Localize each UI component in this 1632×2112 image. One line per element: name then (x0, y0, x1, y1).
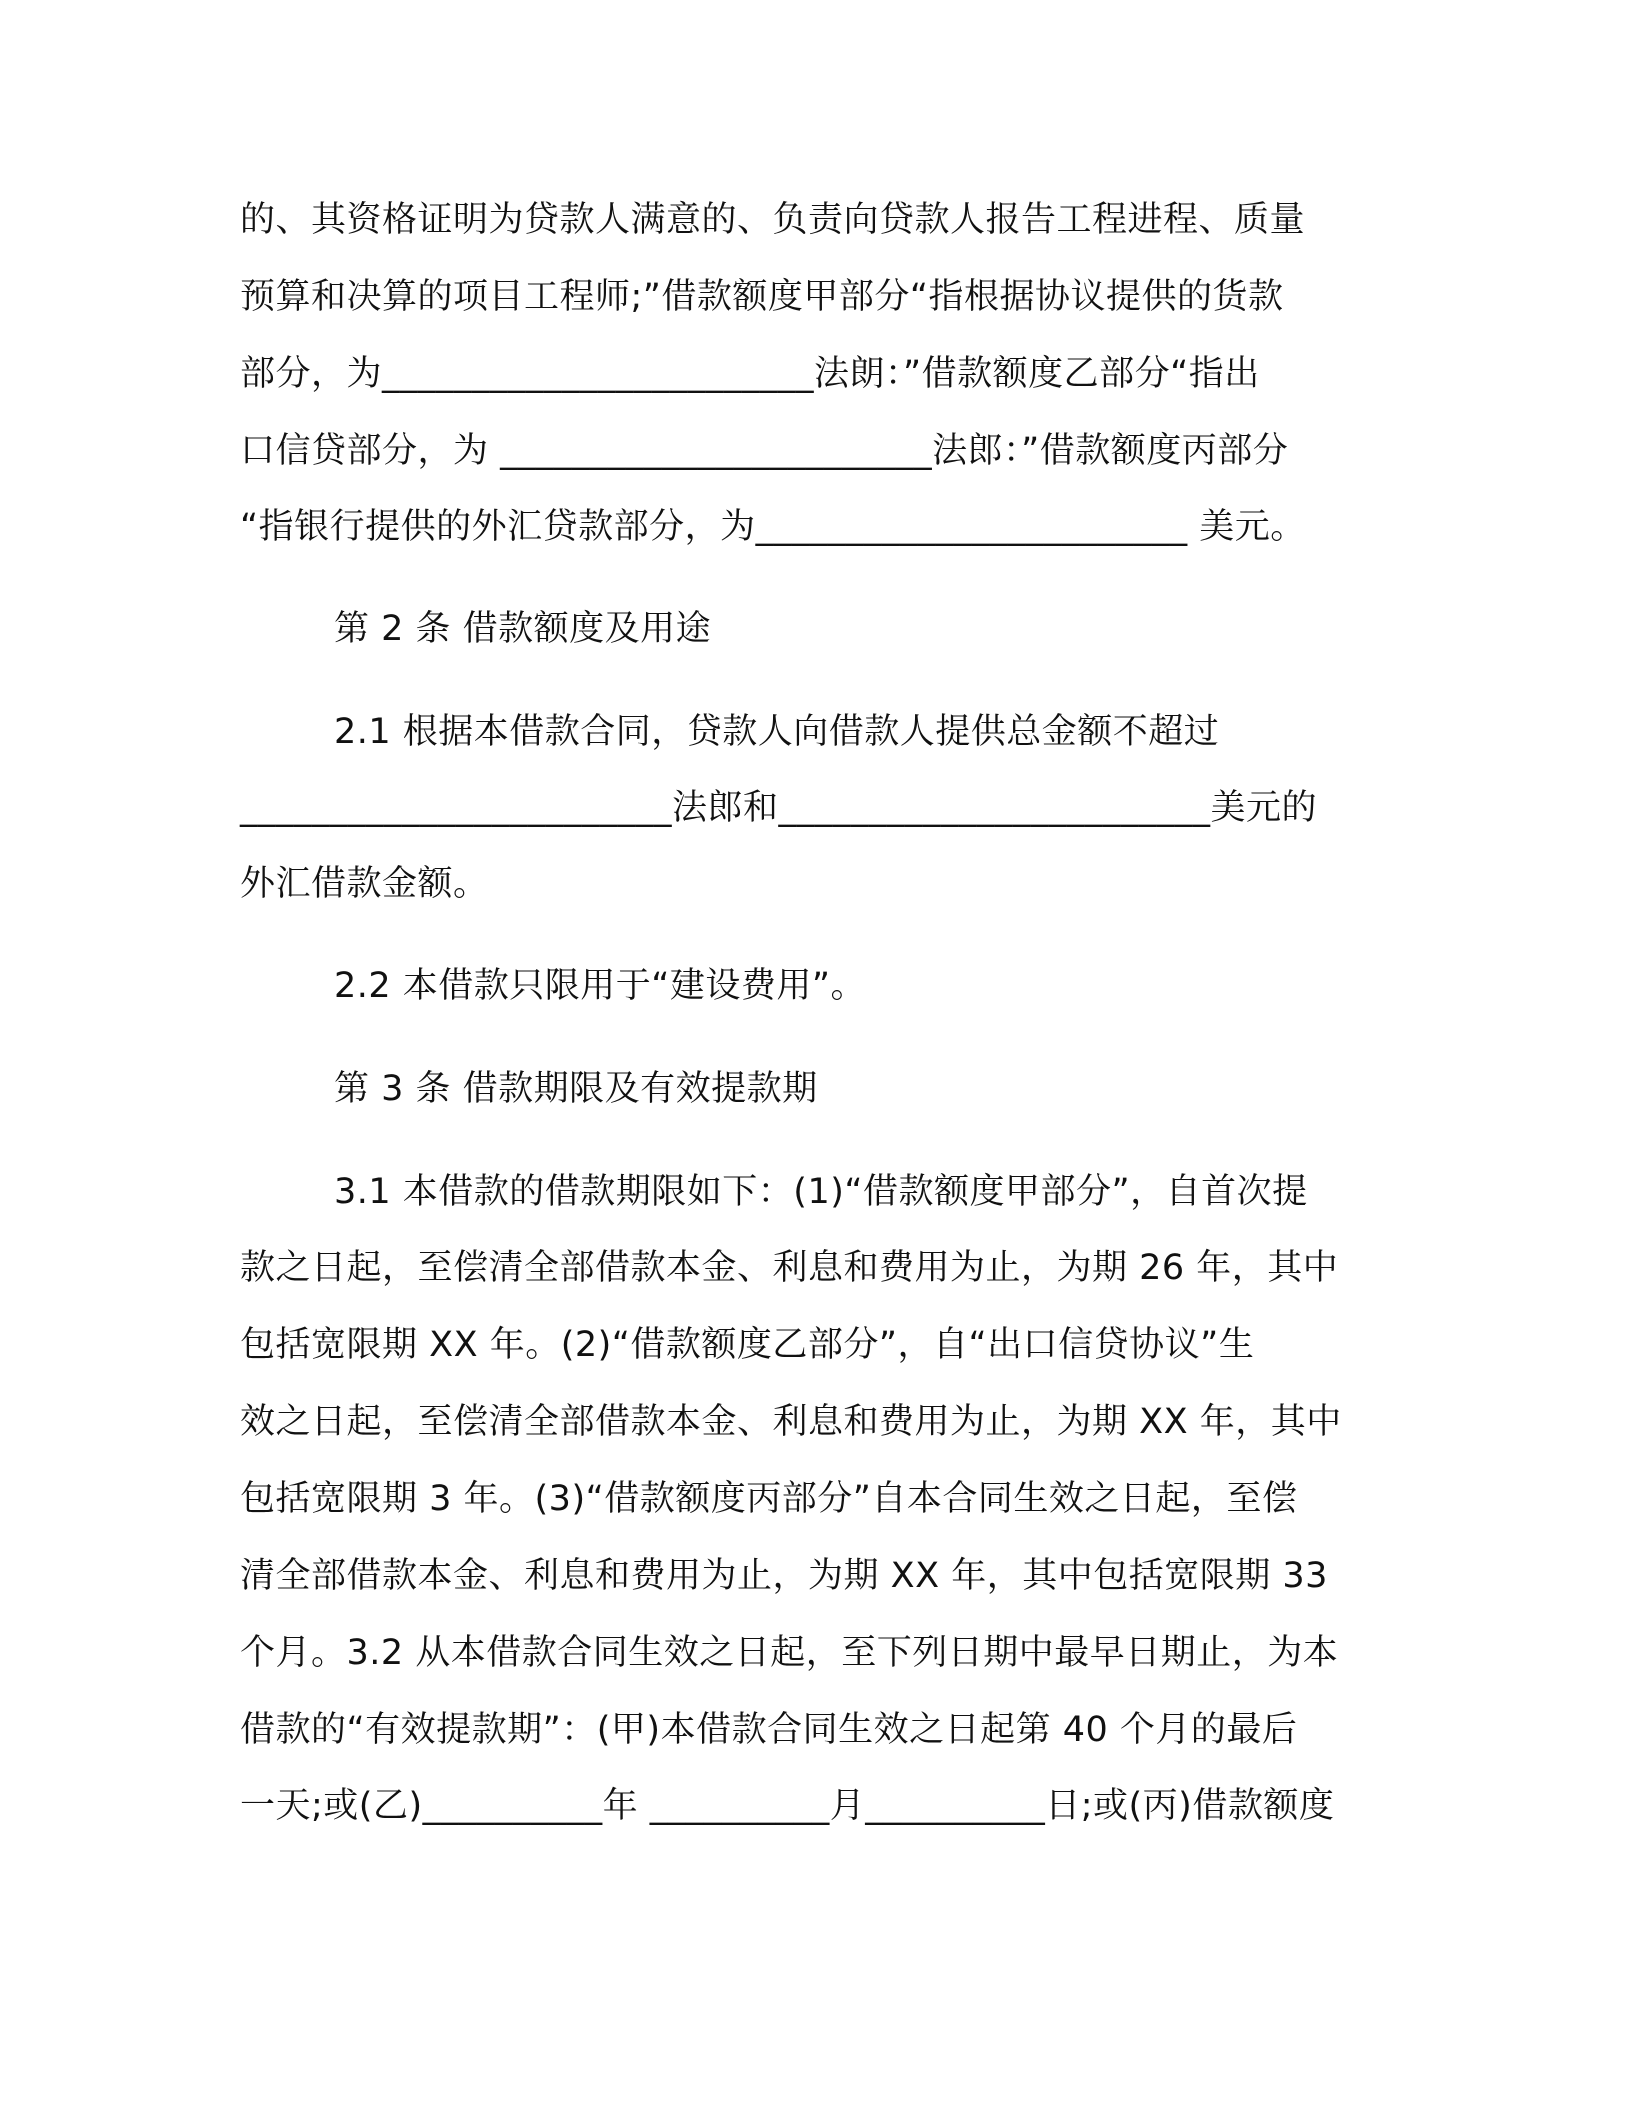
section-heading: 第 2 条 借款额度及用途 (334, 609, 712, 649)
text-line: 2.2 本借款只限用于“建设费用”。 (334, 966, 867, 1006)
text-line: 款之日起，至偿清全部借款本金、利息和费用为止，为期 26 年，其中 (240, 1248, 1339, 1288)
text-line: 外汇借款金额。 (240, 864, 489, 904)
section-heading: 第 3 条 借款期限及有效提款期 (334, 1069, 818, 1109)
text-line: ________________________法郎和________________________美元的 (240, 788, 1318, 828)
text-line: 清全部借款本金、利息和费用为止，为期 XX 年，其中包括宽限期 33 (240, 1556, 1328, 1596)
text-line: 部分，为________________________法朗：”借款额度乙部分“指出 (240, 354, 1260, 394)
text-line: 包括宽限期 XX 年。(2)“借款额度乙部分”，自“出口信贷协议”生 (240, 1325, 1255, 1365)
text-line: 个月。3.2 从本借款合同生效之日起，至下列日期中最早日期止，为本 (240, 1633, 1339, 1673)
text-line: 借款的“有效提款期”：(甲)本借款合同生效之日起第 40 个月的最后 (240, 1710, 1298, 1750)
text-line: 一天;或(乙)__________年 __________月__________日;或(丙)借款额度 (240, 1786, 1335, 1826)
text-line: 的、其资格证明为贷款人满意的、负责向贷款人报告工程进程、质量 (240, 200, 1306, 240)
text-line: 口信贷部分，为 ________________________法郎：”借款额度丙部分 (240, 431, 1289, 471)
text-line: 3.1 本借款的借款期限如下：(1)“借款额度甲部分”，自首次提 (334, 1172, 1308, 1212)
text-line: 包括宽限期 3 年。(3)“借款额度丙部分”自本合同生效之日起，至偿 (240, 1479, 1298, 1519)
text-line: 预算和决算的项目工程师;”借款额度甲部分“指根据协议提供的货款 (240, 277, 1284, 317)
text-line: “指银行提供的外汇贷款部分，为________________________ 美元。 (240, 507, 1306, 547)
text-line: 效之日起，至偿清全部借款本金、利息和费用为止，为期 XX 年，其中 (240, 1402, 1342, 1442)
text-line: 2.1 根据本借款合同，贷款人向借款人提供总金额不超过 (334, 712, 1220, 752)
